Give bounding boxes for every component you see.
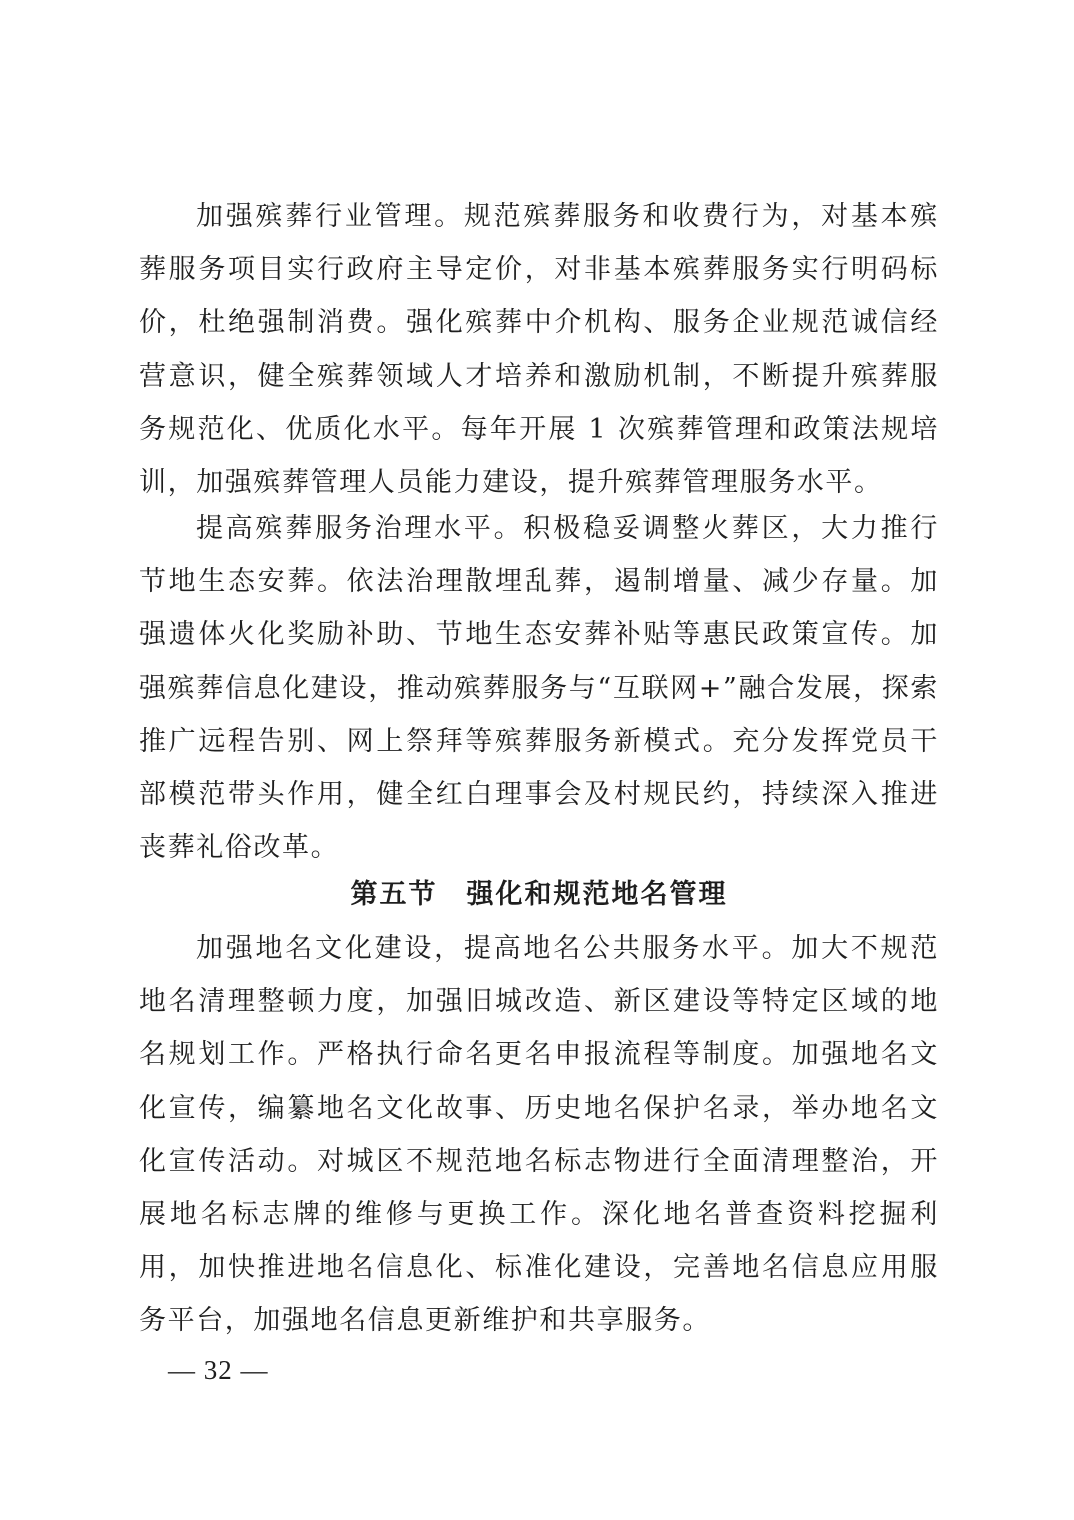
paragraph-funeral-service-governance: 提高殡葬服务治理水平。积极稳妥调整火葬区，大力推行节地生态安葬。依法治理散埋乱葬，遏制增量、减少存量。加强遗体火化奖励补助、节地生态安葬补贴等惠民政策宣传。加强殡葬信息化建设，推动殡葬服务与“互联网+”融合发展，探索推广远程告别、网上祭拜等殡葬服务新模式。充分发挥党员干部模范带头作用，健全红白理事会及村规民约，持续深入推进丧葬礼俗改革。 xyxy=(139,513,939,864)
section-heading: 第五节 强化和规范地名管理 xyxy=(350,879,728,910)
paragraph-place-name-culture: 加强地名文化建设，提高地名公共服务水平。加大不规范地名清理整顿力度，加强旧城改造、新区建设等特定区域的地名规划工作。严格执行命名更名申报流程等制度。加强地名文化宣传，编纂地名文化故事、历史地名保护名录，举办地名文化宣传活动。对城区不规范地名标志物进行全面清理整治，开展地名标志牌的维修与更换工作。深化地名普查资料挖掘利用，加快推进地名信息化、标准化建设，完善地名信息应用服务平台，加强地名信息更新维护和共享服务。 xyxy=(139,933,939,1337)
paragraph-funeral-industry-management: 加强殡葬行业管理。规范殡葬服务和收费行为，对基本殡葬服务项目实行政府主导定价，对非基本殡葬服务实行明码标价，杜绝强制消费。强化殡葬中介机构、服务企业规范诚信经营意识，健全殡葬领域人才培养和激励机制，不断提升殡葬服务规范化、优质化水平。每年开展 1 次殡葬管理和政策法规培训，加强殡葬管理人员能力建设，提升殡葬管理服务水平。 xyxy=(139,201,939,499)
page-number: — 32 — xyxy=(168,1355,269,1385)
